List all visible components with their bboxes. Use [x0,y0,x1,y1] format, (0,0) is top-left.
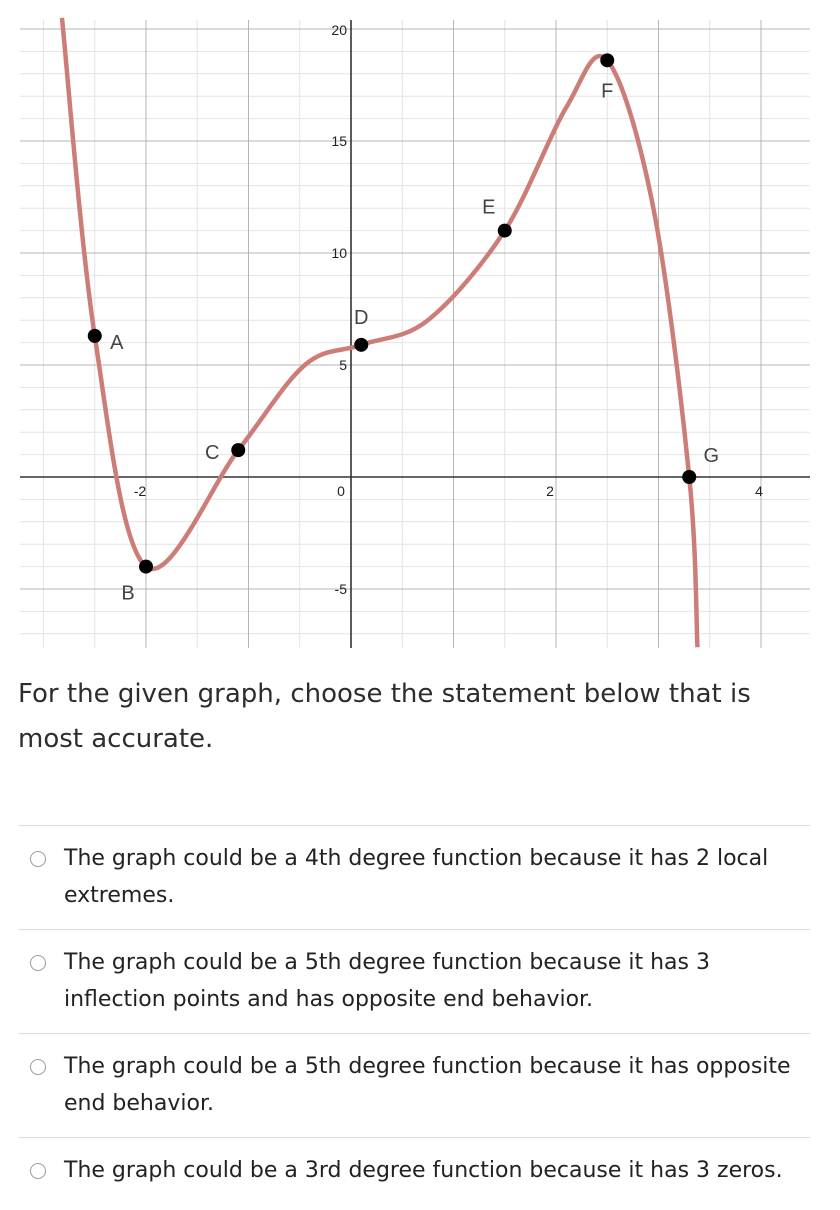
point-a [88,329,102,343]
answer-choices [18,825,810,1209]
point-f [600,53,614,67]
radio-button[interactable] [30,1059,46,1075]
x-tick-label: 4 [755,483,763,499]
answer-choice-label: The graph could be a 4th degree function because it has 2 local extremes. [64,846,769,908]
y-tick-label: 10 [331,245,347,261]
point-d [354,338,368,352]
point-label: C [205,442,220,465]
point-e [498,224,512,238]
y-tick-label: -5 [334,581,347,597]
answer-choice[interactable] [18,1033,810,1137]
answer-choice[interactable] [18,825,810,929]
x-tick-label: 2 [546,483,554,499]
radio-button[interactable] [30,1163,46,1179]
answer-choice-label: The graph could be a 5th degree function because it has 3 inflection points and has opposite end behavior. [64,950,710,1012]
point-label: A [110,331,124,354]
function-curve [62,18,698,647]
point-c [231,443,245,457]
y-tick-label: 20 [331,22,347,38]
point-b [139,560,153,574]
point-g [682,470,696,484]
y-tick-label: 5 [339,357,347,373]
point-label: F [601,80,614,103]
answer-choice-label: The graph could be a 3rd degree function because it has 3 zeros. [64,1158,783,1183]
y-tick-label: 15 [331,133,347,149]
point-label: B [121,582,135,605]
point-label: E [482,196,496,219]
point-label: G [703,445,720,467]
answer-choice[interactable] [18,1137,810,1209]
point-label: D [354,306,369,329]
answer-choice[interactable] [18,929,810,1033]
answer-choice-label: The graph could be a 5th degree function because it has opposite end behavior. [64,1054,791,1116]
radio-button[interactable] [30,955,46,971]
x-tick-label: -2 [133,483,147,499]
question-text: For the given graph, choose the statement below that is most accurate. [18,679,751,754]
x-tick-label: 0 [337,483,345,499]
radio-button[interactable] [30,851,46,867]
